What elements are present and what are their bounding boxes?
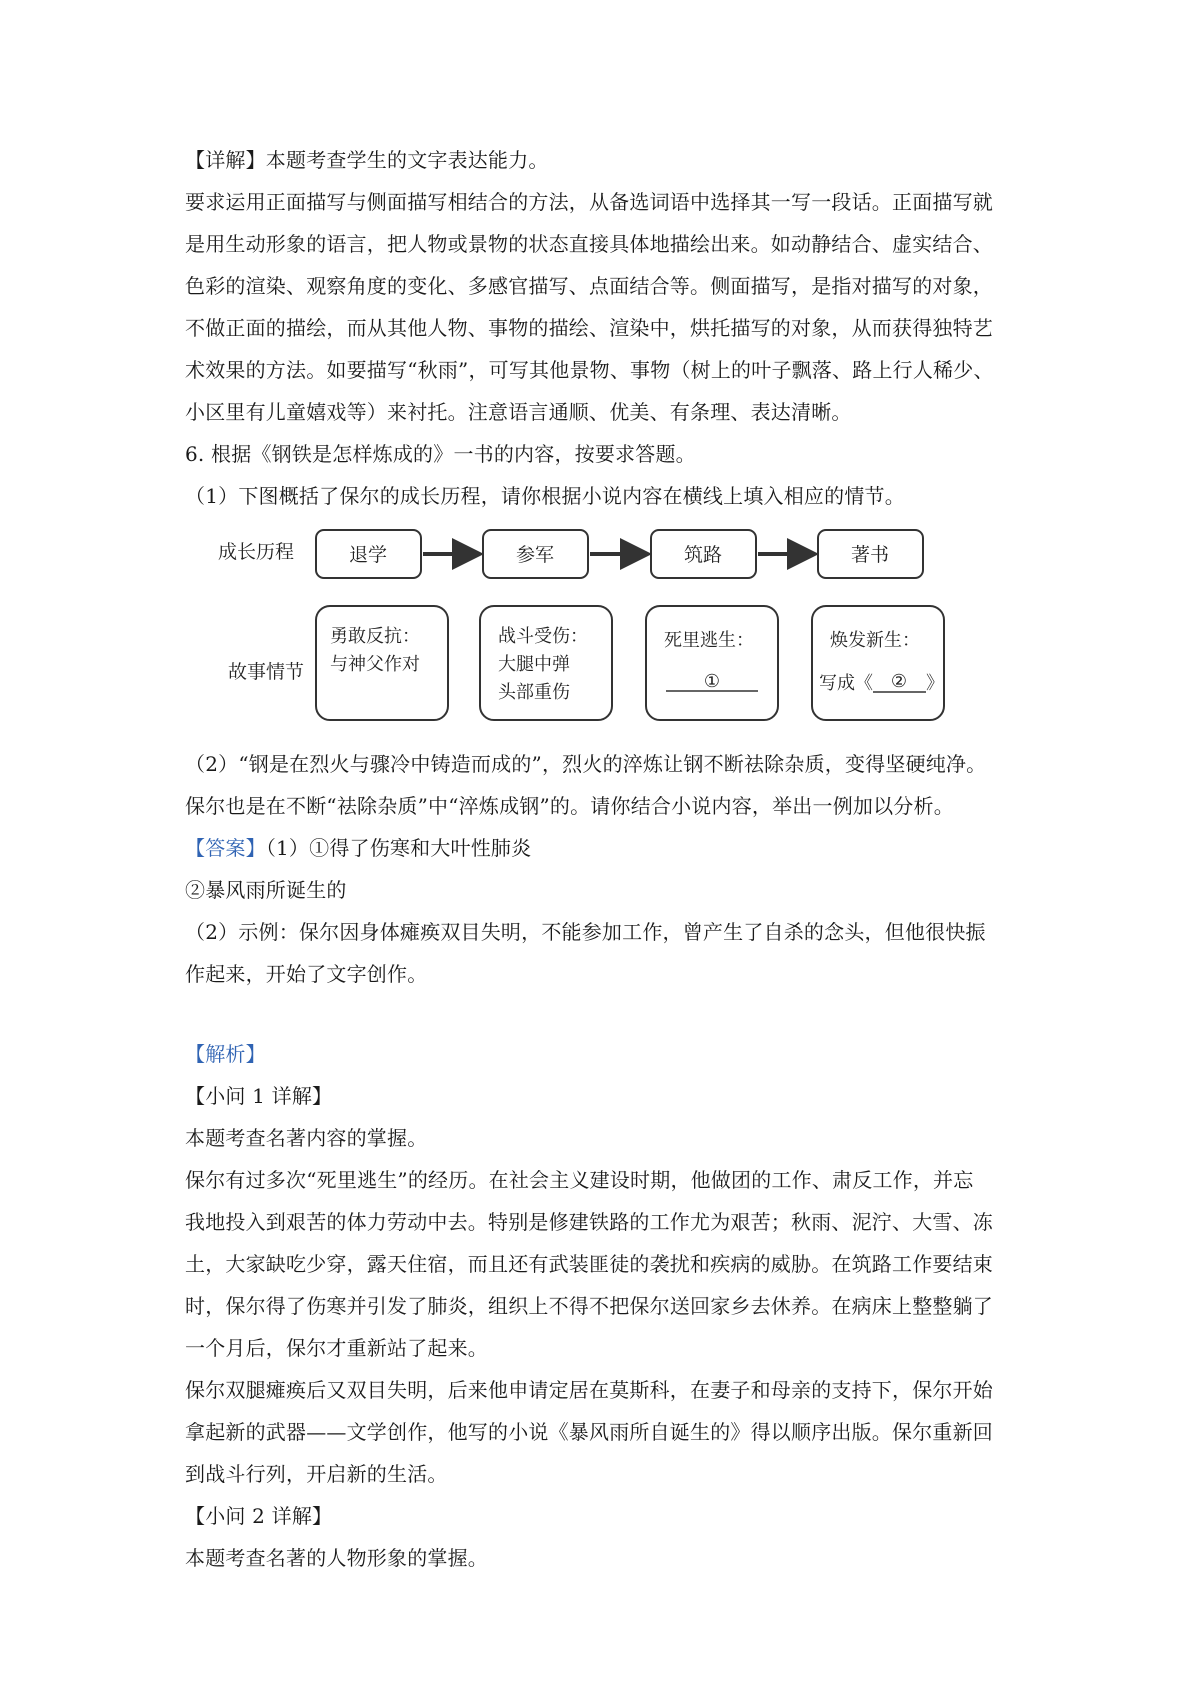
sub1-heading: 【小问 1 详解】 xyxy=(185,1084,333,1108)
sub1-intro: 本题考查名著内容的掌握。 xyxy=(185,1126,428,1150)
blank-suffix: 》 xyxy=(926,673,944,694)
analysis-line: 保尔有过多次“死里逃生”的经历。在社会主义建设时期，他做团的工作、肃反工作，并忘 xyxy=(185,1168,974,1192)
growth-diagram xyxy=(218,522,963,727)
question-6-sub2: （2）“钢是在烈火与骤冷中铸造而成的”，烈火的淬炼让钢不断祛除杂质，变得坚硬纯净。 xyxy=(185,752,987,776)
analysis-line: 一个月后，保尔才重新站了起来。 xyxy=(185,1336,488,1360)
detail-line: 是用生动形象的语言，把人物或景物的状态直接具体地描绘出来。如动静结合、虚实结合、 xyxy=(185,232,993,256)
analysis-line: 保尔双腿瘫痪后又双目失明，后来他申请定居在莫斯科，在妻子和母亲的支持下，保尔开始 xyxy=(185,1378,993,1402)
sub2-intro: 本题考查名著的人物形象的掌握。 xyxy=(185,1546,488,1570)
question-6-stem: 6. 根据《钢铁是怎样炼成的》一书的内容，按要求答题。 xyxy=(185,442,696,466)
story-box xyxy=(812,606,944,720)
stage-label: 退学 xyxy=(348,544,388,566)
row-label-growth: 成长历程 xyxy=(218,541,295,563)
detail-line: 不做正面的描绘，而从其他人物、事物的描绘、渲染中，烘托描写的对象，从而获得独特艺 xyxy=(185,316,993,340)
story-text: 头部重伤 xyxy=(498,682,570,703)
analysis-line: 到战斗行列，开启新的生活。 xyxy=(185,1462,448,1486)
answer-line-3: （2）示例：保尔因身体瘫痪双目失明，不能参加工作，曾产生了自杀的念头，但他很快振 xyxy=(185,920,986,944)
story-text: 与神父作对 xyxy=(330,654,420,675)
blank-marker-2: ② xyxy=(890,671,908,692)
answer-tag: 【答案】 xyxy=(185,836,266,860)
story-text: 死里逃生： xyxy=(664,630,754,651)
story-box xyxy=(646,606,778,720)
story-text: 焕发新生： xyxy=(830,630,920,651)
answer-line-2: ②暴风雨所诞生的 xyxy=(185,878,347,902)
blank-prefix: 写成《 xyxy=(819,673,873,694)
detail-heading: 【详解】本题考查学生的文字表达能力。 xyxy=(185,148,549,172)
answer-text: （1）①得了伤寒和大叶性肺炎 xyxy=(265,836,532,860)
blank-marker-1: ① xyxy=(703,671,721,692)
analysis-line: 我地投入到艰苦的体力劳动中去。特别是修建铁路的工作尤为艰苦；秋雨、泥泞、大雪、冻 xyxy=(185,1210,993,1234)
stage-label: 参军 xyxy=(515,544,555,566)
sub2-heading: 【小问 2 详解】 xyxy=(185,1504,333,1528)
detail-line: 术效果的方法。如要描写“秋雨”，可写其他景物、事物（树上的叶子飘落、路上行人稀少、 xyxy=(185,358,994,382)
analysis-line: 时，保尔得了伤寒并引发了肺炎，组织上不得不把保尔送回家乡去休养。在病床上整整躺了 xyxy=(185,1294,993,1318)
story-text: 勇敢反抗： xyxy=(330,626,420,647)
analysis-line: 拿起新的武器——文学创作，他写的小说《暴风雨所自诞生的》得以顺序出版。保尔重新回 xyxy=(185,1420,993,1444)
question-6-sub2: 保尔也是在不断“祛除杂质”中“淬炼成钢”的。请你结合小说内容，举出一例加以分析。 xyxy=(185,794,954,818)
detail-line: 色彩的渲染、观察角度的变化、多感官描写、点面结合等。侧面描写，是指对描写的对象， xyxy=(185,274,993,298)
row-label-story: 故事情节 xyxy=(228,661,305,683)
analysis-line: 土，大家缺吃少穿，露天住宿，而且还有武装匪徒的袭扰和疾病的威胁。在筑路工作要结束 xyxy=(185,1252,993,1276)
stage-label: 著书 xyxy=(850,544,890,566)
answer-line-1 xyxy=(185,828,1035,868)
detail-line: 小区里有儿童嬉戏等）来衬托。注意语言通顺、优美、有条理、表达清晰。 xyxy=(185,400,852,424)
question-6-sub1: （1）下图概括了保尔的成长历程，请你根据小说内容在横线上填入相应的情节。 xyxy=(185,484,905,508)
answer-line-4: 作起来，开始了文字创作。 xyxy=(185,962,428,986)
detail-line: 要求运用正面描写与侧面描写相结合的方法，从备选词语中选择其一写一段话。正面描写就 xyxy=(185,190,993,214)
story-text: 战斗受伤： xyxy=(498,626,588,647)
story-text: 大腿中弹 xyxy=(498,654,570,675)
analysis-tag: 【解析】 xyxy=(185,1042,266,1066)
stage-label: 筑路 xyxy=(683,544,723,566)
